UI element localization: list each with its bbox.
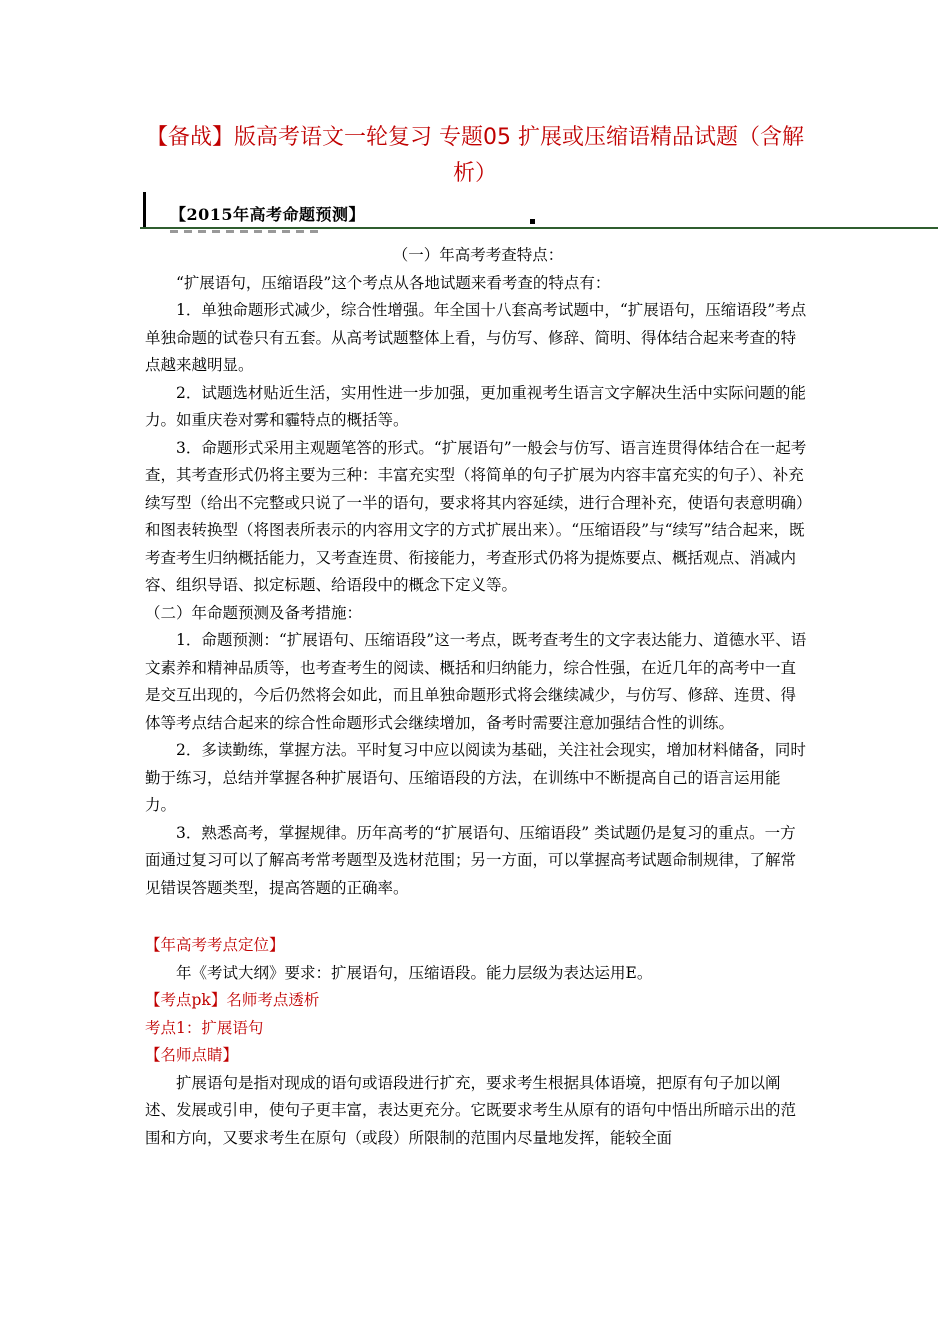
heading-keypoint-1: 考点1：扩展语句 <box>145 1018 264 1037</box>
heading-tips: 【名师点睛】 <box>145 1046 239 1064</box>
heading-pk-title: 名师考点透析 <box>226 991 320 1009</box>
section1-intro: “扩展语句，压缩语段”这个考点从各地试题来看考查的特点有： <box>176 273 611 292</box>
prediction-banner <box>140 192 940 238</box>
banner-marker <box>530 219 535 224</box>
heading-exam-position: 【年高考考点定位】 <box>145 936 285 954</box>
section2-heading: （二）年命题预测及备考措施： <box>145 603 363 622</box>
banner-faded-text <box>170 230 320 233</box>
tips-text: 扩展语句是指对现成的语句或语段进行扩充，要求考生根据具体语境，把原有句子加以阐述、发展或引申，使句子更丰富，表达更充分。它既要求考生从原有的语句中悟出所暗示出的范围和方向，又要求考生在原句（或段）所限制的范围内尽量地发挥，能较全面 <box>145 1073 797 1147</box>
banner-left-bar <box>143 192 146 228</box>
section2-point-2: 2．多读勤练，掌握方法。平时复习中应以阅读为基础，关注社会现实，增加材料储备，同时勤于练习，总结并掌握各种扩展语句、压缩语段的方法，在训练中不断提高自己的语言运用能力。 <box>145 741 806 814</box>
section1-point-2: 2．试题选材贴近生活，实用性进一步加强，更加重视考生语言文字解决生活中实际问题的能力。如重庆卷对雾和霾特点的概括等。 <box>145 383 806 429</box>
heading-pk <box>145 987 811 1015</box>
heading-pk-tag: 【考点pk】 <box>145 991 227 1009</box>
section1-point-1: 1．单独命题形式减少，综合性增强。年全国十八套高考试题中，“扩展语句，压缩语段”考点单独命题的试卷只有五套。从高考试题整体上看，与仿写、修辞、简明、得体结合起来考查的特点越来越明显。 <box>145 301 807 374</box>
section2-point-1: 1．命题预测：“扩展语句、压缩语段”这一考点，既考查考生的文字表达能力、道德水平、语文素养和精神品质等，也考查考生的阅读、概括和归纳能力，综合性强，在近几年的高考中一直是交互出现的，今后仍然将会如此，而且单独命题形式将会继续减少，与仿写、修辞、连贯、得体等考点结合起来的综合性命题形式会继续增加，备考时需要注意加强结合性的训练。 <box>145 631 807 732</box>
section1-heading: （一）年高考考查特点： <box>392 246 564 264</box>
banner-rule <box>140 227 938 229</box>
banner-label: 【2015年高考命题预测】 <box>170 205 366 224</box>
document-title: 【备战】版高考语文一轮复习 专题05 扩展或压缩语精品试题（含解析） <box>146 125 804 186</box>
section2-point-3: 3．熟悉高考，掌握规律。历年高考的“扩展语句、压缩语段” 类试题仍是复习的重点。一方面通过复习可以了解高考常考题型及选材范围；另一方面，可以掌握高考试题命制规律，了解常见错误答题类型，提高答题的正确率。 <box>145 823 797 897</box>
section1-point-3: 3．命题形式采用主观题笔答的形式。“扩展语句”一般会与仿写、语言连贯得体结合在一起考查，其考查形式仍将主要为三种：丰富充实型（将简单的句子扩展为内容丰富充实的句子）、补充续写型（给出不完整或只说了一半的语句，要求将其内容延续，进行合理补充，使语句表意明确）和图表转换型（将图表所表示的内容用文字的方式扩展出来）。“压缩语段”与“续写”结合起来，既考查考生归纳概括能力，又考查连贯、衔接能力，考查形式仍将为提炼要点、概括观点、消减内容、组织导语、拟定标题、给语段中的概念下定义等。 <box>145 438 807 594</box>
document-body <box>145 242 811 1152</box>
exam-position-text: 年《考试大纲》要求：扩展语句，压缩语段。能力层级为表达运用E。 <box>176 963 653 982</box>
